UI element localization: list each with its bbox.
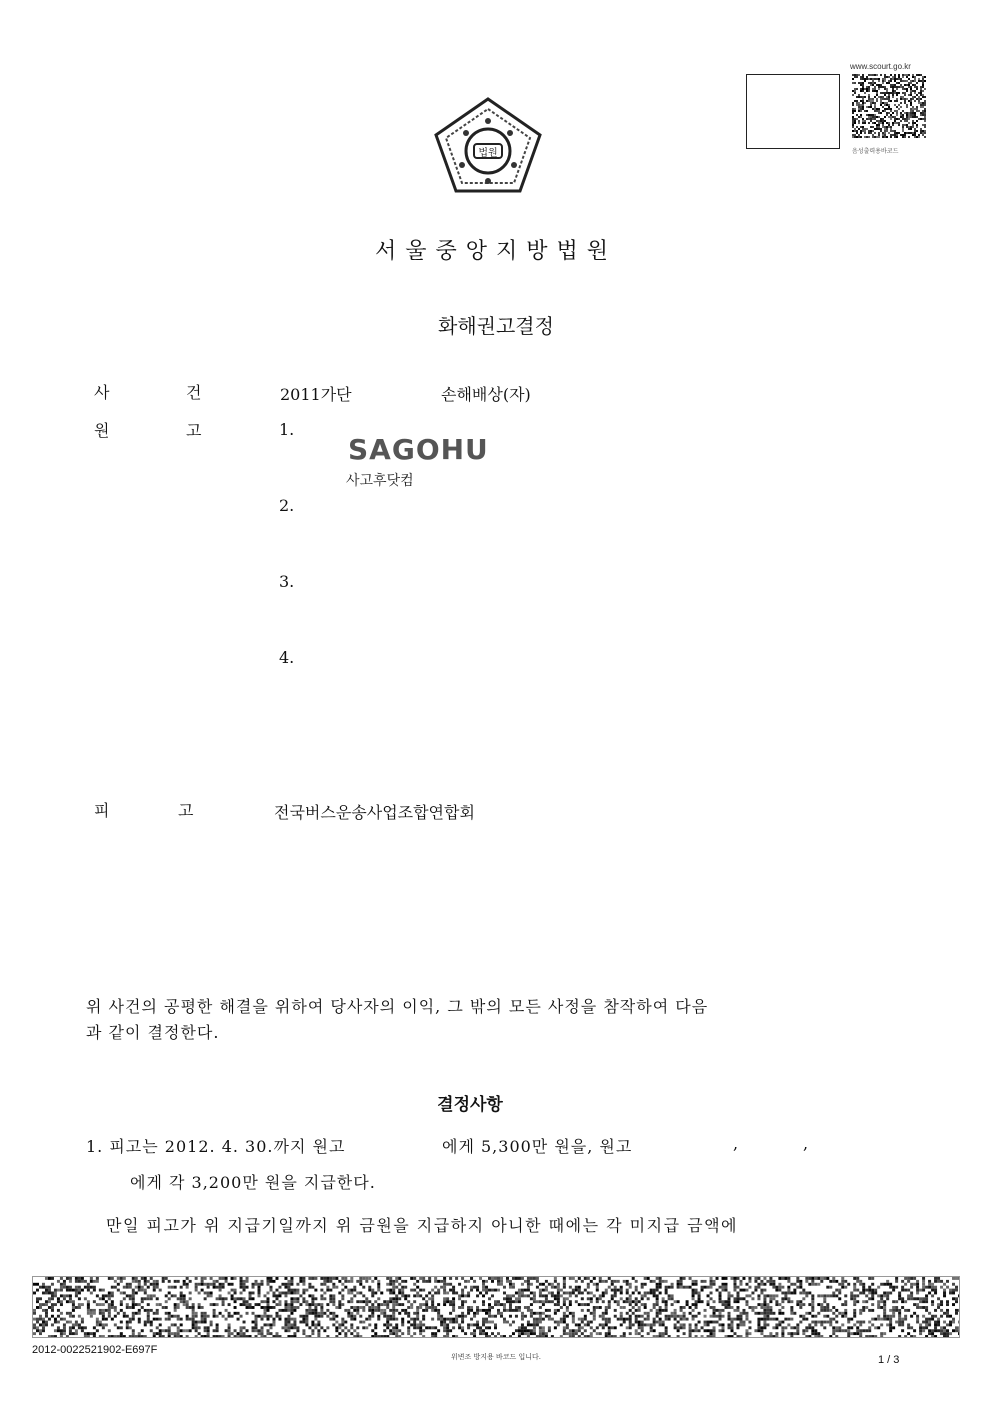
voice-barcode-icon	[852, 74, 926, 138]
page-number: 1 / 3	[878, 1354, 900, 1366]
court-name: 서울중앙지방법원	[374, 239, 618, 264]
plaintiff-item-4: 4.	[279, 648, 295, 667]
plaintiff-label-1: 원	[94, 421, 110, 440]
defendant-name: 전국버스운송사업조합연합회	[274, 803, 475, 822]
decision-line-1d: ,	[803, 1134, 809, 1153]
blank-stamp-box	[746, 74, 840, 149]
decision-line-1c: ,	[733, 1134, 739, 1153]
plaintiff-item-3: 3.	[279, 572, 295, 591]
barcode-caption: 음성출력용바코드	[852, 149, 899, 155]
decision-line-1a: 1. 피고는 2012. 4. 30.까지 원고	[86, 1137, 346, 1156]
decision-line-1b: 에게 5,300만 원을, 원고	[442, 1137, 633, 1156]
barcode-note: 위변조 방지용 바코드 입니다.	[450, 1353, 542, 1361]
decision-title: 결정사항	[437, 1095, 503, 1115]
document-id: 2012-0022521902-E697F	[32, 1344, 158, 1356]
plaintiff-item-2: 2.	[279, 496, 295, 515]
case-label-2: 건	[186, 383, 202, 402]
intro-line-2: 과 같이 결정한다.	[86, 1023, 220, 1042]
anti-forgery-barcode-icon	[32, 1276, 960, 1338]
sagohu-logo: SAGOHU	[348, 433, 489, 466]
decision-line-3: 만일 피고가 위 지급기일까지 위 금원을 지급하지 아니한 때에는 각 미지급 금액에	[106, 1216, 738, 1235]
defendant-label-1: 피	[94, 801, 110, 820]
case-label-1: 사	[94, 383, 110, 402]
barcode-stamp	[746, 74, 926, 149]
document-title: 화해권고결정	[438, 314, 554, 338]
case-name: 손해배상(자)	[441, 385, 531, 404]
plaintiff-label-2: 고	[186, 421, 202, 440]
intro-line-1: 위 사건의 공평한 해결을 위하여 당사자의 이익, 그 밖의 모든 사정을 참작하여 다음	[86, 997, 709, 1016]
decision-line-2: 에게 각 3,200만 원을 지급한다.	[130, 1173, 376, 1192]
case-number: 2011가단	[280, 385, 352, 404]
plaintiff-item-1: 1.	[279, 420, 295, 439]
svg-text:법원: 법원	[478, 148, 498, 159]
defendant-label-2: 고	[178, 801, 194, 820]
sagohu-subtitle: 사고후닷컴	[346, 473, 414, 489]
court-emblem-icon	[432, 95, 544, 195]
court-url: www.scourt.go.kr	[850, 62, 911, 71]
